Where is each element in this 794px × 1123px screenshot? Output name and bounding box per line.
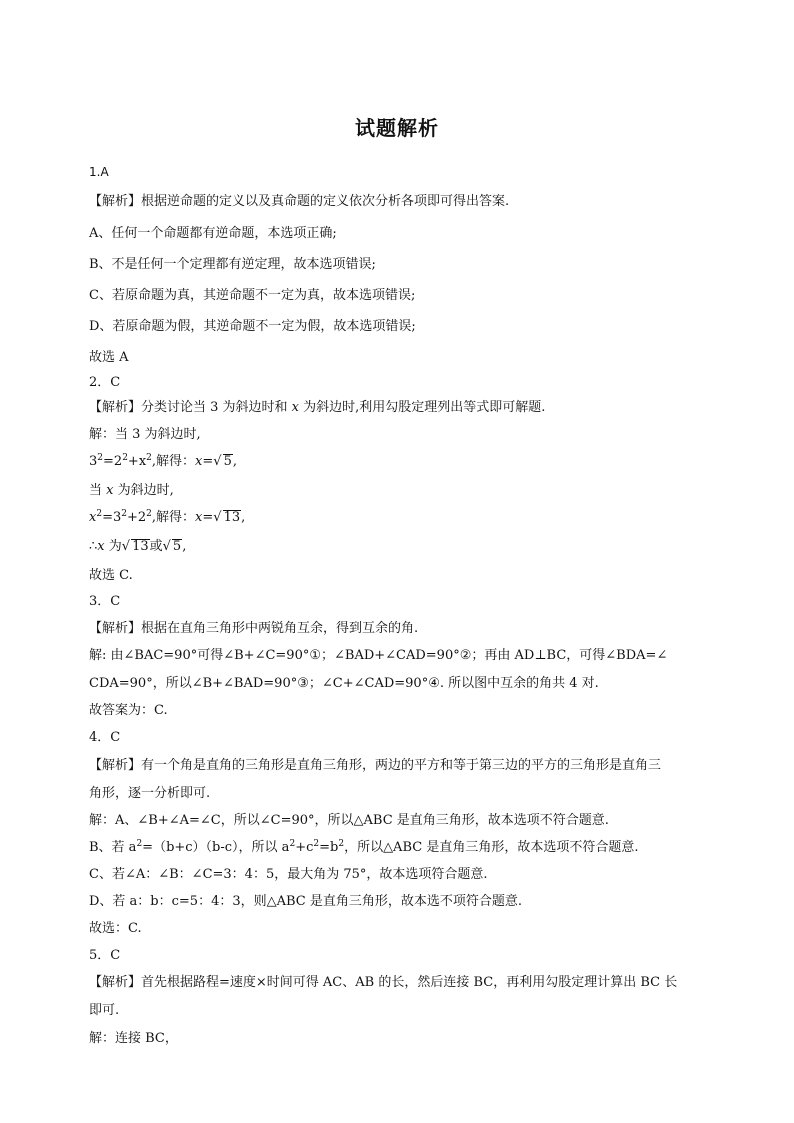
q3-solution-line2: CDA=90°，所以∠B+∠BAD=90°③；∠C+∠CAD=90°④. 所以图中互余的角共 4 对.	[89, 676, 599, 691]
q2-equation2: $x^2=3^2+2^2$,解得：x=√ 13,	[89, 509, 246, 525]
q5-analysis-line1: 【解析】首先根据路程=速度×时间可得 AC、AB 的长，然后连接 BC，再利用勾股定理计算出 BC 长	[89, 975, 678, 990]
q1-option-d: D、若原命题为假，其逆命题不一定为假，故本选项错误;	[89, 319, 416, 334]
q4-number: 4．C	[89, 730, 121, 745]
q3-analysis: 【解析】根据在直角三角形中两锐角互余，得到互余的角.	[89, 621, 419, 636]
q4-analysis-line2: 角形，逐一分析即可.	[89, 786, 211, 801]
sqrt-5: 5	[223, 454, 232, 469]
q1-number: 1.A	[89, 165, 109, 179]
q5-number: 5．C	[89, 948, 121, 963]
q1-option-a: A、任何一个命题都有逆命题，本选项正确;	[89, 226, 337, 241]
q1-analysis: 【解析】根据逆命题的定义以及真命题的定义依次分析各项即可得出答案.	[89, 194, 510, 209]
q4-analysis-line1: 【解析】有一个角是直角的三角形是直角三角形，两边的平方和等于第三边的平方的三角形是直角三	[89, 758, 662, 773]
q2-answer: 故选 C.	[89, 568, 133, 583]
q2-solution-line1: 解：当 3 为斜边时,	[89, 427, 201, 442]
q5-solution-line1: 解：连接 BC，	[89, 1031, 178, 1046]
q4-option-a: 解：A、∠B+∠A=∠C，所以∠C=90°，所以△ABC 是直角三角形，故本选项不符合题意.	[89, 813, 609, 828]
q4-option-b: B、若 $a^2=(b+c)(b-c)$，所以 $a^2+c^2=b^2$，所以△ABC 是直角三角形，故本选项不符合题意.	[89, 839, 639, 855]
page-title: 试题解析	[355, 116, 439, 140]
q1-option-b: B、不是任何一个定理都有逆定理，故本选项错误;	[89, 257, 376, 272]
q3-number: 3．C	[89, 594, 121, 609]
q3-solution-line1: 解: 由∠BAC=90°可得∠B+∠C=90°①；∠BAD+∠CAD=90°②；再由 AD⊥BC，可得∠BDA=∠	[89, 648, 668, 663]
q4-option-c: C、若∠A：∠B：∠C=3：4：5，最大角为 75°，故本选项符合题意.	[89, 867, 488, 882]
q2-number: 2．C	[89, 375, 121, 390]
q5-analysis-line2: 即可.	[89, 1003, 120, 1018]
q1-answer: 故选 A	[89, 350, 129, 365]
q2-equation1: $3^2=2^2+x^2$,解得：x=√ 5,	[89, 453, 237, 469]
q2-solution-line2: 当 x 为斜边时,	[89, 483, 174, 498]
q4-option-d: D、若 a：b：c=5：4：3，则△ABC 是直角三角形，故本选不项符合题意.	[89, 894, 523, 909]
q2-analysis: 【解析】分类讨论当 3 为斜边时和 x 为斜边时,利用勾股定理列出等式即可解题.	[89, 400, 546, 415]
sqrt-13: 13	[223, 510, 241, 525]
q1-option-c: C、若原命题为真，其逆命题不一定为真，故本选项错误;	[89, 288, 416, 303]
q2-conclusion: ∴x 为√ 13或√ 5,	[89, 539, 187, 554]
q4-answer: 故选：C.	[89, 921, 142, 936]
q3-answer: 故答案为：C.	[89, 703, 168, 718]
